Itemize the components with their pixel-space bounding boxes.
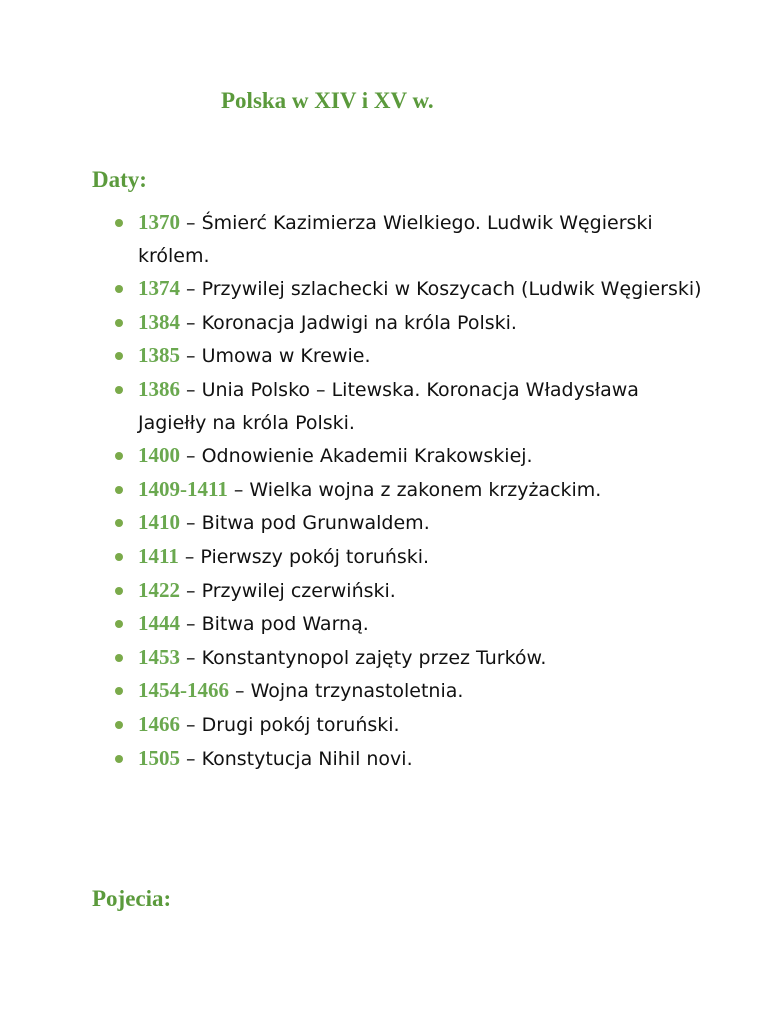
date-description: – Pierwszy pokój toruński.: [178, 545, 430, 568]
date-list-item: [110, 306, 710, 340]
bullet-icon: [115, 687, 123, 695]
date-year: 1409-1411: [138, 476, 228, 501]
date-description: – Bitwa pod Grunwaldem.: [180, 512, 430, 535]
date-description: – Konstytucja Nihil novi.: [180, 747, 413, 770]
date-year: 1385: [138, 343, 180, 368]
date-description: – Koronacja Jadwigi na króla Polski.: [180, 311, 517, 334]
date-list-item: [110, 674, 710, 708]
date-year: 1444: [138, 611, 180, 636]
date-list-item: [110, 339, 710, 373]
dates-list: [110, 206, 710, 775]
date-description: – Śmierć Kazimierza Wielkiego. Ludwik Węgierski królem.: [138, 212, 653, 267]
date-year: 1505: [138, 745, 180, 770]
bullet-icon: [115, 452, 123, 460]
date-year: 1453: [138, 644, 180, 669]
bullet-icon: [115, 755, 123, 763]
bullet-icon: [115, 587, 123, 595]
date-list-item: [110, 607, 710, 641]
date-description: – Umowa w Krewie.: [180, 345, 371, 368]
date-description: – Odnowienie Akademii Krakowskiej.: [180, 445, 533, 468]
date-year: 1374: [138, 276, 180, 301]
date-list-item: [110, 373, 710, 439]
bullet-icon: [115, 620, 123, 628]
bullet-icon: [115, 285, 123, 293]
date-description: – Wojna trzynastoletnia.: [229, 680, 464, 703]
bullet-icon: [115, 219, 123, 227]
date-year: 1466: [138, 711, 180, 736]
date-description: – Konstantynopol zajęty przez Turków.: [180, 646, 547, 669]
date-year: 1410: [138, 510, 180, 535]
bullet-icon: [115, 519, 123, 527]
date-list-item: [110, 574, 710, 608]
date-list-item: [110, 506, 710, 540]
date-description: – Przywilej czerwiński.: [180, 579, 396, 602]
date-list-item: [110, 742, 710, 776]
date-year: 1386: [138, 376, 180, 401]
section-heading-pojecia: Pojecia:: [92, 886, 172, 911]
bullet-icon: [115, 654, 123, 662]
bullet-icon: [115, 721, 123, 729]
date-year: 1411: [138, 543, 179, 568]
date-list-item: [110, 206, 710, 272]
date-year: 1422: [138, 577, 180, 602]
date-year: 1400: [138, 443, 180, 468]
bullet-icon: [115, 553, 123, 561]
date-description: – Wielka wojna z zakonem krzyżackim.: [227, 478, 602, 501]
section-heading-daty: Daty:: [92, 167, 147, 192]
date-list-item: [110, 641, 710, 675]
date-description: – Bitwa pod Warną.: [180, 613, 369, 636]
date-description: – Przywilej szlachecki w Koszycach (Ludwik Węgierski): [180, 278, 702, 301]
document-title: Polska w XIV i XV w.: [221, 88, 434, 113]
date-list-item: [110, 272, 710, 306]
bullet-icon: [115, 386, 123, 394]
date-description: – Drugi pokój toruński.: [180, 713, 400, 736]
bullet-icon: [115, 319, 123, 327]
bullet-icon: [115, 486, 123, 494]
date-year: 1370: [138, 210, 180, 234]
date-list-item: [110, 540, 710, 574]
date-year: 1384: [138, 309, 180, 334]
date-list-item: [110, 473, 710, 507]
date-year: 1454-1466: [138, 678, 229, 703]
date-list-item: [110, 708, 710, 742]
date-description: – Unia Polsko – Litewska. Koronacja Władysława Jagiełły na króla Polski.: [138, 378, 639, 434]
bullet-icon: [115, 352, 123, 360]
date-list-item: [110, 439, 710, 473]
